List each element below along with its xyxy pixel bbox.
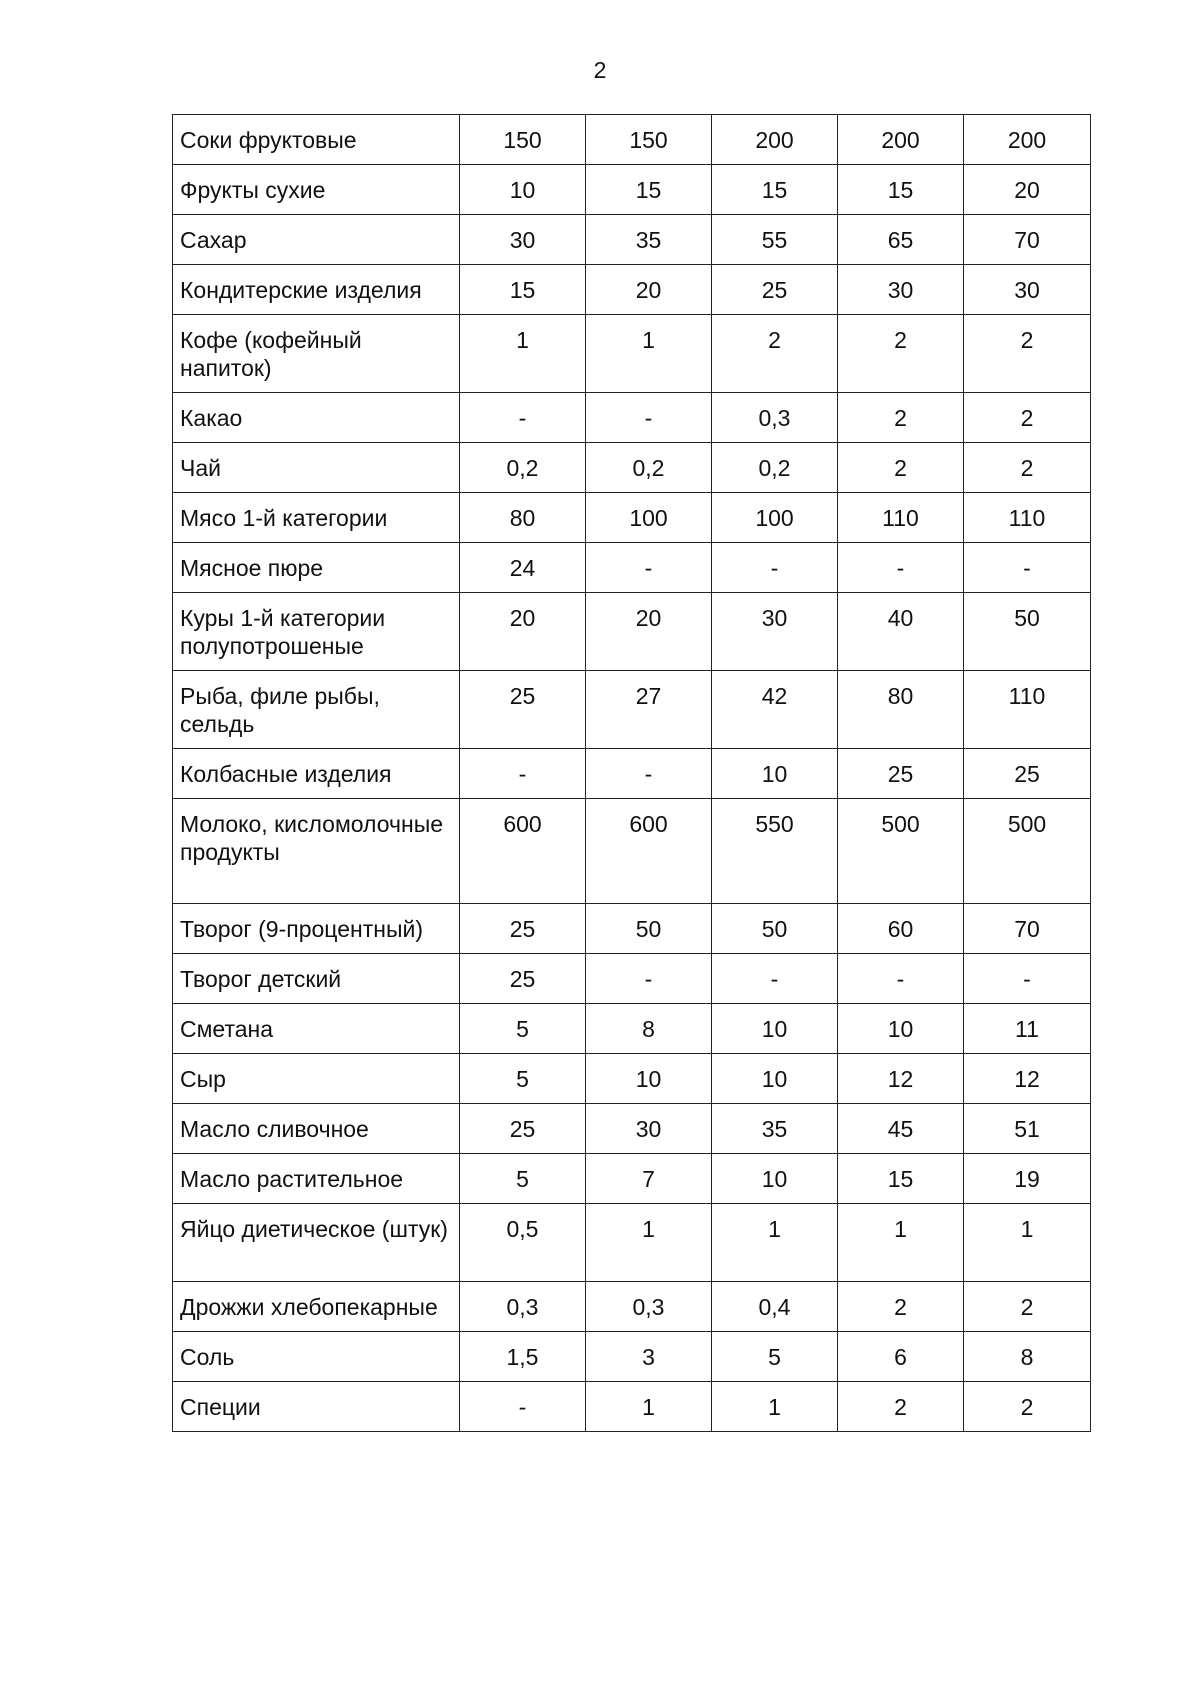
value-cell: 10 [712,1154,838,1204]
table-row [173,1154,1091,1204]
value-cell: 200 [712,115,838,165]
value-cell: 20 [586,265,712,315]
value-cell: 24 [460,543,586,593]
table-row [173,749,1091,799]
value-cell: 0,3 [712,393,838,443]
value-cell: 10 [712,1054,838,1104]
value-cell: 5 [460,1054,586,1104]
value-cell: - [964,954,1091,1004]
value-cell: 1 [586,1204,712,1282]
value-cell: 1 [712,1382,838,1432]
product-name-cell: Рыба, филе рыбы, сельдь [173,671,460,749]
product-name-cell: Колбасные изделия [173,749,460,799]
value-cell: - [586,954,712,1004]
product-name-cell: Масло сливочное [173,1104,460,1154]
value-cell: 55 [712,215,838,265]
table-row [173,393,1091,443]
table-row [173,215,1091,265]
value-cell: 30 [460,215,586,265]
value-cell: 42 [712,671,838,749]
value-cell: 25 [838,749,964,799]
value-cell: 25 [460,671,586,749]
value-cell: 50 [586,904,712,954]
value-cell: 0,2 [712,443,838,493]
value-cell: 35 [712,1104,838,1154]
table-row [173,954,1091,1004]
value-cell: 100 [586,493,712,543]
value-cell: 110 [964,671,1091,749]
value-cell: 25 [460,1104,586,1154]
value-cell: 50 [712,904,838,954]
value-cell: - [460,1382,586,1432]
value-cell: 25 [460,954,586,1004]
value-cell: 30 [964,265,1091,315]
value-cell: 1 [964,1204,1091,1282]
value-cell: 0,3 [586,1282,712,1332]
value-cell: 60 [838,904,964,954]
value-cell: 200 [964,115,1091,165]
value-cell: 30 [586,1104,712,1154]
value-cell: 12 [838,1054,964,1104]
value-cell: 2 [964,1382,1091,1432]
value-cell: 5 [712,1332,838,1382]
product-name-cell: Фрукты сухие [173,165,460,215]
value-cell: 10 [838,1004,964,1054]
table-row [173,1104,1091,1154]
value-cell: - [586,393,712,443]
page-number: 2 [593,57,607,83]
table-row [173,265,1091,315]
value-cell: 1,5 [460,1332,586,1382]
product-name-cell: Мясо 1-й категории [173,493,460,543]
value-cell: 80 [838,671,964,749]
value-cell: 2 [964,443,1091,493]
value-cell: 15 [838,1154,964,1204]
product-name-cell: Куры 1-й категории полупотрошеные [173,593,460,671]
value-cell: 600 [586,799,712,904]
value-cell: 80 [460,493,586,543]
table-row [173,1282,1091,1332]
value-cell: - [586,543,712,593]
product-name-cell: Сахар [173,215,460,265]
value-cell: 5 [460,1004,586,1054]
value-cell: 1 [712,1204,838,1282]
value-cell: 25 [712,265,838,315]
value-cell: 30 [838,265,964,315]
value-cell: 2 [838,315,964,393]
value-cell: 25 [964,749,1091,799]
value-cell: 10 [712,749,838,799]
value-cell: 110 [964,493,1091,543]
value-cell: - [838,543,964,593]
value-cell: 15 [838,165,964,215]
product-name-cell: Чай [173,443,460,493]
value-cell: 1 [460,315,586,393]
value-cell: 1 [586,315,712,393]
value-cell: - [964,543,1091,593]
value-cell: - [712,543,838,593]
table-row [173,543,1091,593]
product-name-cell: Мясное пюре [173,543,460,593]
value-cell: 25 [460,904,586,954]
value-cell: 2 [964,393,1091,443]
value-cell: - [460,393,586,443]
value-cell: 1 [838,1204,964,1282]
value-cell: 150 [586,115,712,165]
value-cell: 30 [712,593,838,671]
value-cell: 70 [964,215,1091,265]
table-row [173,115,1091,165]
value-cell: 19 [964,1154,1091,1204]
value-cell: 2 [964,315,1091,393]
table-row [173,1054,1091,1104]
product-name-cell: Кондитерские изделия [173,265,460,315]
value-cell: 65 [838,215,964,265]
value-cell: 2 [838,393,964,443]
value-cell: 70 [964,904,1091,954]
value-cell: 2 [838,1382,964,1432]
table-row [173,443,1091,493]
value-cell: 15 [586,165,712,215]
value-cell: 15 [460,265,586,315]
product-name-cell: Яйцо диетическое (штук) [173,1204,460,1282]
product-name-cell: Масло растительное [173,1154,460,1204]
value-cell: 110 [838,493,964,543]
product-name-cell: Соки фруктовые [173,115,460,165]
value-cell: 27 [586,671,712,749]
value-cell: 150 [460,115,586,165]
value-cell: 5 [460,1154,586,1204]
value-cell: 0,2 [586,443,712,493]
value-cell: 40 [838,593,964,671]
product-name-cell: Сметана [173,1004,460,1054]
value-cell: 10 [712,1004,838,1054]
value-cell: 2 [712,315,838,393]
value-cell: 45 [838,1104,964,1154]
value-cell: 2 [964,1282,1091,1332]
product-name-cell: Соль [173,1332,460,1382]
value-cell: 2 [838,1282,964,1332]
value-cell: 50 [964,593,1091,671]
value-cell: 200 [838,115,964,165]
table-row [173,904,1091,954]
value-cell: - [460,749,586,799]
value-cell: 1 [586,1382,712,1432]
value-cell: 11 [964,1004,1091,1054]
value-cell: 51 [964,1104,1091,1154]
product-name-cell: Специи [173,1382,460,1432]
product-name-cell: Дрожжи хлебопекарные [173,1282,460,1332]
value-cell: 0,5 [460,1204,586,1282]
table-row [173,315,1091,393]
value-cell: 8 [586,1004,712,1054]
value-cell: 7 [586,1154,712,1204]
value-cell: 0,2 [460,443,586,493]
table-row [173,1204,1091,1282]
table-row [173,493,1091,543]
value-cell: 10 [586,1054,712,1104]
table-row [173,165,1091,215]
product-name-cell: Творог (9-процентный) [173,904,460,954]
value-cell: 500 [838,799,964,904]
value-cell: 500 [964,799,1091,904]
product-name-cell: Творог детский [173,954,460,1004]
table-row [173,799,1091,904]
table-row [173,593,1091,671]
value-cell: 12 [964,1054,1091,1104]
value-cell: 8 [964,1332,1091,1382]
value-cell: - [838,954,964,1004]
value-cell: 6 [838,1332,964,1382]
value-cell: 100 [712,493,838,543]
food-norms-table [172,114,1091,1432]
product-name-cell: Молоко, кисломолочные продукты [173,799,460,904]
table-row [173,1332,1091,1382]
value-cell: 550 [712,799,838,904]
value-cell: 0,3 [460,1282,586,1332]
product-name-cell: Кофе (кофейный напиток) [173,315,460,393]
table-row [173,1382,1091,1432]
value-cell: - [712,954,838,1004]
value-cell: 20 [586,593,712,671]
value-cell: 15 [712,165,838,215]
value-cell: 600 [460,799,586,904]
product-name-cell: Какао [173,393,460,443]
product-name-cell: Сыр [173,1054,460,1104]
value-cell: 35 [586,215,712,265]
value-cell: 20 [460,593,586,671]
table-body [173,115,1091,1432]
value-cell: 0,4 [712,1282,838,1332]
value-cell: 3 [586,1332,712,1382]
table-row [173,671,1091,749]
value-cell: 20 [964,165,1091,215]
value-cell: 2 [838,443,964,493]
value-cell: 10 [460,165,586,215]
table-row [173,1004,1091,1054]
value-cell: - [586,749,712,799]
